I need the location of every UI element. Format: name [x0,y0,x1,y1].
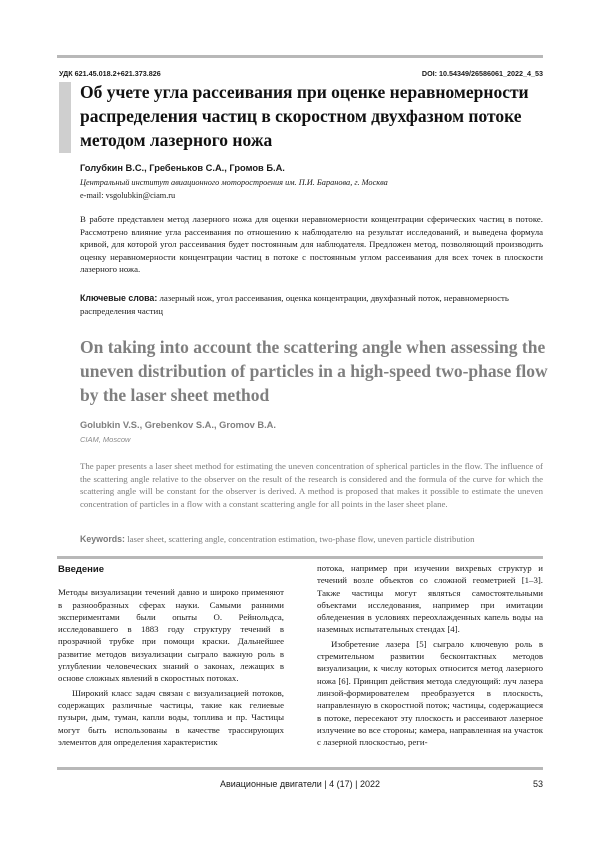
keywords-label-en: Keywords: [80,534,125,544]
top-rule [57,55,543,58]
doi[interactable]: DOI: 10.54349/26586061_2022_4_53 [421,69,543,78]
paragraph: Широкий класс задач связан с визуализацией потоков, содержащих различные частицы, такие как гелиевые пузыри, дым, туман, капли воды, топлива и пр. Частицы могут быть использованы в качестве трассирующих элементов для определения характеристик [58,687,284,747]
body-column-left [58,562,284,748]
keywords-ru [80,292,543,317]
authors-en: Golubkin V.S., Grebenkov S.A., Gromov B.A. [80,420,276,430]
keywords-label-ru: Ключевые слова: [80,293,158,303]
abstract-en: The paper presents a laser sheet method for estimating the uneven concentration of spherical particles in the flow. The influence of the scattering angle relative to the observer on the result of the research is considered and the formula of the curve for which the scattering angle will be constant for the observer is derived. A method is proposed that makes it possible to estimate the uneven concentration of particles in a flow with a constant scattering angle for all points in the laser sheet plane. [80,461,543,509]
paragraph: потока, например при изучении вихревых структур и течений возле объектов со сложной геометрией [1–3]. Также частицы могут являться самостоятельными объектами исследования, например при имитации обледенения в условиях переохлажденных капель воды на наземных испытательных стендах [4]. [317,563,543,635]
affiliation-en: CIAM, Moscow [80,435,131,444]
keywords-text-en: laser sheet, scattering angle, concentration estimation, two-phase flow, uneven particle distribution [127,534,475,544]
footer-rule [57,767,543,770]
affiliation-ru: Центральный институт авиационного моторостроения им. П.И. Баранова, г. Москва [80,178,388,187]
title-ru: Об учете угла рассеивания при оценке неравномерности распределения частиц в скоростном двухфазном потоке методом лазерного ножа [80,82,529,150]
keywords-en [80,533,543,546]
body-column-right [317,562,543,748]
section-rule [57,556,543,559]
title-accent-bar [59,82,71,153]
title-en: On taking into account the scattering angle when assessing the uneven distribution of particles in a high-speed two-phase flow by the laser sheet method [80,337,548,405]
email[interactable]: e-mail: vsgolubkin@ciam.ru [80,191,176,200]
page-number: 53 [532,779,543,789]
section-title: Введение [58,564,105,575]
keywords-text-ru: лазерный нож, угол рассеивания, оценка концентрации, двухфазный поток, неравномерность распределения частиц [80,293,509,316]
abstract-ru: В работе представлен метод лазерного ножа для оценки неравномерности концентрации сферических частиц в потоке. Рассмотрено влияние угла рассеивания по отношению к наблюдателю на результат исследований, и выведена формула кривой, для которой угол рассеивания будет постоянным для наблюдателя. Предложен метод, позволяющий производить оценку неравномерности концентрации частиц в потоке с постоянным углом рассеивания для всех точек в плоскости лазерного ножа. [80,214,543,274]
journal-name: Авиационные двигатели | 4 (17) | 2022 [219,779,381,789]
paragraph: Методы визуализации течений давно и широко применяют в разнообразных сферах науки. Самыми ранними экспериментами были опыты О. Рейнольдса, исследовавшего в 1883 году структуру течений в прозрачной трубке при помощи краски. Дальнейшее развитие методов визуализации сыграло важную роль в углублении человеческих знаний о законах, лежащих в основе сложных явлений в скоростных потоках. [58,587,284,684]
authors-ru: Голубкин В.С., Гребеньков С.А., Громов Б.А. [80,163,285,173]
paragraph: Изобретение лазера [5] сыграло ключевую роль в стремительном развитии бесконтактных методов визуализации, к числу которых относится метод лазерного ножа [6]. Принцип действия метода следующий: луч лазера линзой-формирователем преобразуется в плоскость, направленную в скоростной поток; частицы, содержащиеся в потоке, пересекают эту плоскость и рассеивают лазерное излучение во все стороны; камера, направленная на участок с лазерной плоскостью, реги- [317,638,543,748]
udc-code: УДК 621.45.018.2+621.373.826 [59,69,161,78]
